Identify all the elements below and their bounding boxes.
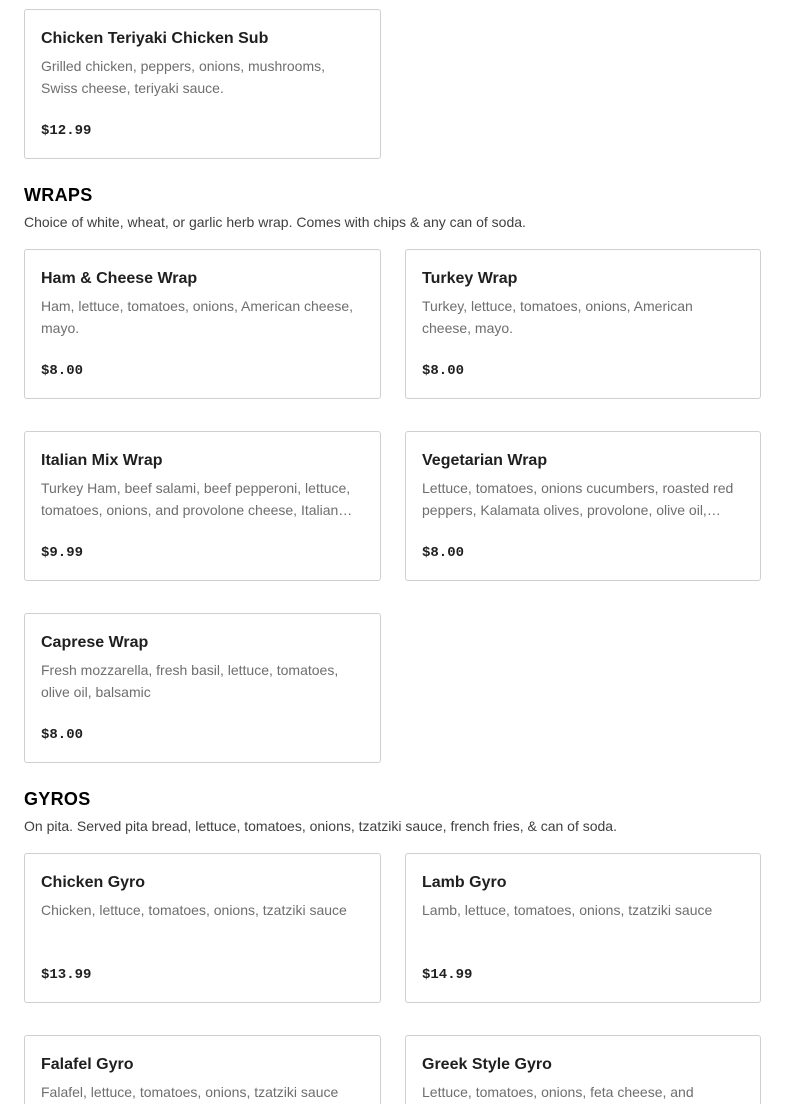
section-title-wraps: WRAPS <box>24 185 93 205</box>
menu-item-description: Grilled chicken, peppers, onions, mushrooms, Swiss cheese, teriyaki sauce. <box>41 58 326 96</box>
menu-item-card[interactable] <box>24 249 381 399</box>
menu-item-name: Falafel Gyro <box>41 1056 134 1073</box>
menu-item-name: Vegetarian Wrap <box>422 452 548 469</box>
menu-item-price: $14.99 <box>422 967 473 983</box>
menu-item-price: $8.00 <box>41 727 84 743</box>
menu-item-name: Lamb Gyro <box>422 874 507 891</box>
menu-item-name: Chicken Gyro <box>41 874 146 891</box>
menu-item-description: Chicken, lettuce, tomatoes, onions, tzatziki sauce <box>41 902 347 918</box>
menu-item-name: Turkey Wrap <box>422 270 518 287</box>
menu-item-price: $8.00 <box>422 363 465 379</box>
menu-item-card[interactable] <box>24 1035 381 1104</box>
menu-item-description: Ham, lettuce, tomatoes, onions, American cheese, mayo. <box>41 298 354 336</box>
menu-item-card[interactable] <box>405 249 761 399</box>
menu-item-price: $9.99 <box>41 545 84 561</box>
menu-item-description: Lettuce, tomatoes, onions cucumbers, roasted red peppers, Kalamata olives, provolone, olive oil,… <box>422 480 734 518</box>
menu-item-name: Greek Style Gyro <box>422 1056 552 1073</box>
menu-item-description: Turkey Ham, beef salami, beef pepperoni, lettuce, tomatoes, onions, and provolone cheese, Italian… <box>41 480 353 518</box>
section-description-wraps: Choice of white, wheat, or garlic herb wrap. Comes with chips & any can of soda. <box>24 214 526 230</box>
menu-item-description: Lamb, lettuce, tomatoes, onions, tzatziki sauce <box>422 902 713 918</box>
section-title-gyros: GYROS <box>24 789 91 809</box>
menu-item-price: $12.99 <box>41 123 92 139</box>
menu-item-description: Fresh mozzarella, fresh basil, lettuce, tomatoes, olive oil, balsamic <box>41 662 339 700</box>
menu-item-price: $8.00 <box>41 363 84 379</box>
menu-item-card[interactable] <box>24 613 381 763</box>
menu-item-card[interactable] <box>24 9 381 159</box>
menu-item-name: Chicken Teriyaki Chicken Sub <box>41 30 269 47</box>
menu-item-price: $13.99 <box>41 967 92 983</box>
menu-item-name: Caprese Wrap <box>41 634 149 651</box>
menu-item-name: Ham & Cheese Wrap <box>41 270 198 287</box>
menu-item-card[interactable] <box>405 431 761 581</box>
menu-item-card[interactable] <box>405 853 761 1003</box>
menu-item-card[interactable] <box>24 431 381 581</box>
menu-item-card[interactable] <box>24 853 381 1003</box>
menu-item-description: Lettuce, tomatoes, onions, feta cheese, and <box>422 1084 694 1100</box>
menu-item-description: Falafel, lettuce, tomatoes, onions, tzatziki sauce <box>41 1084 339 1100</box>
menu-item-description: Turkey, lettuce, tomatoes, onions, American cheese, mayo. <box>422 298 693 336</box>
menu-item-price: $8.00 <box>422 545 465 561</box>
menu-item-card[interactable] <box>405 1035 761 1104</box>
menu-item-name: Italian Mix Wrap <box>41 452 163 469</box>
section-description-gyros: On pita. Served pita bread, lettuce, tomatoes, onions, tzatziki sauce, french fries, & can of soda. <box>24 818 617 834</box>
